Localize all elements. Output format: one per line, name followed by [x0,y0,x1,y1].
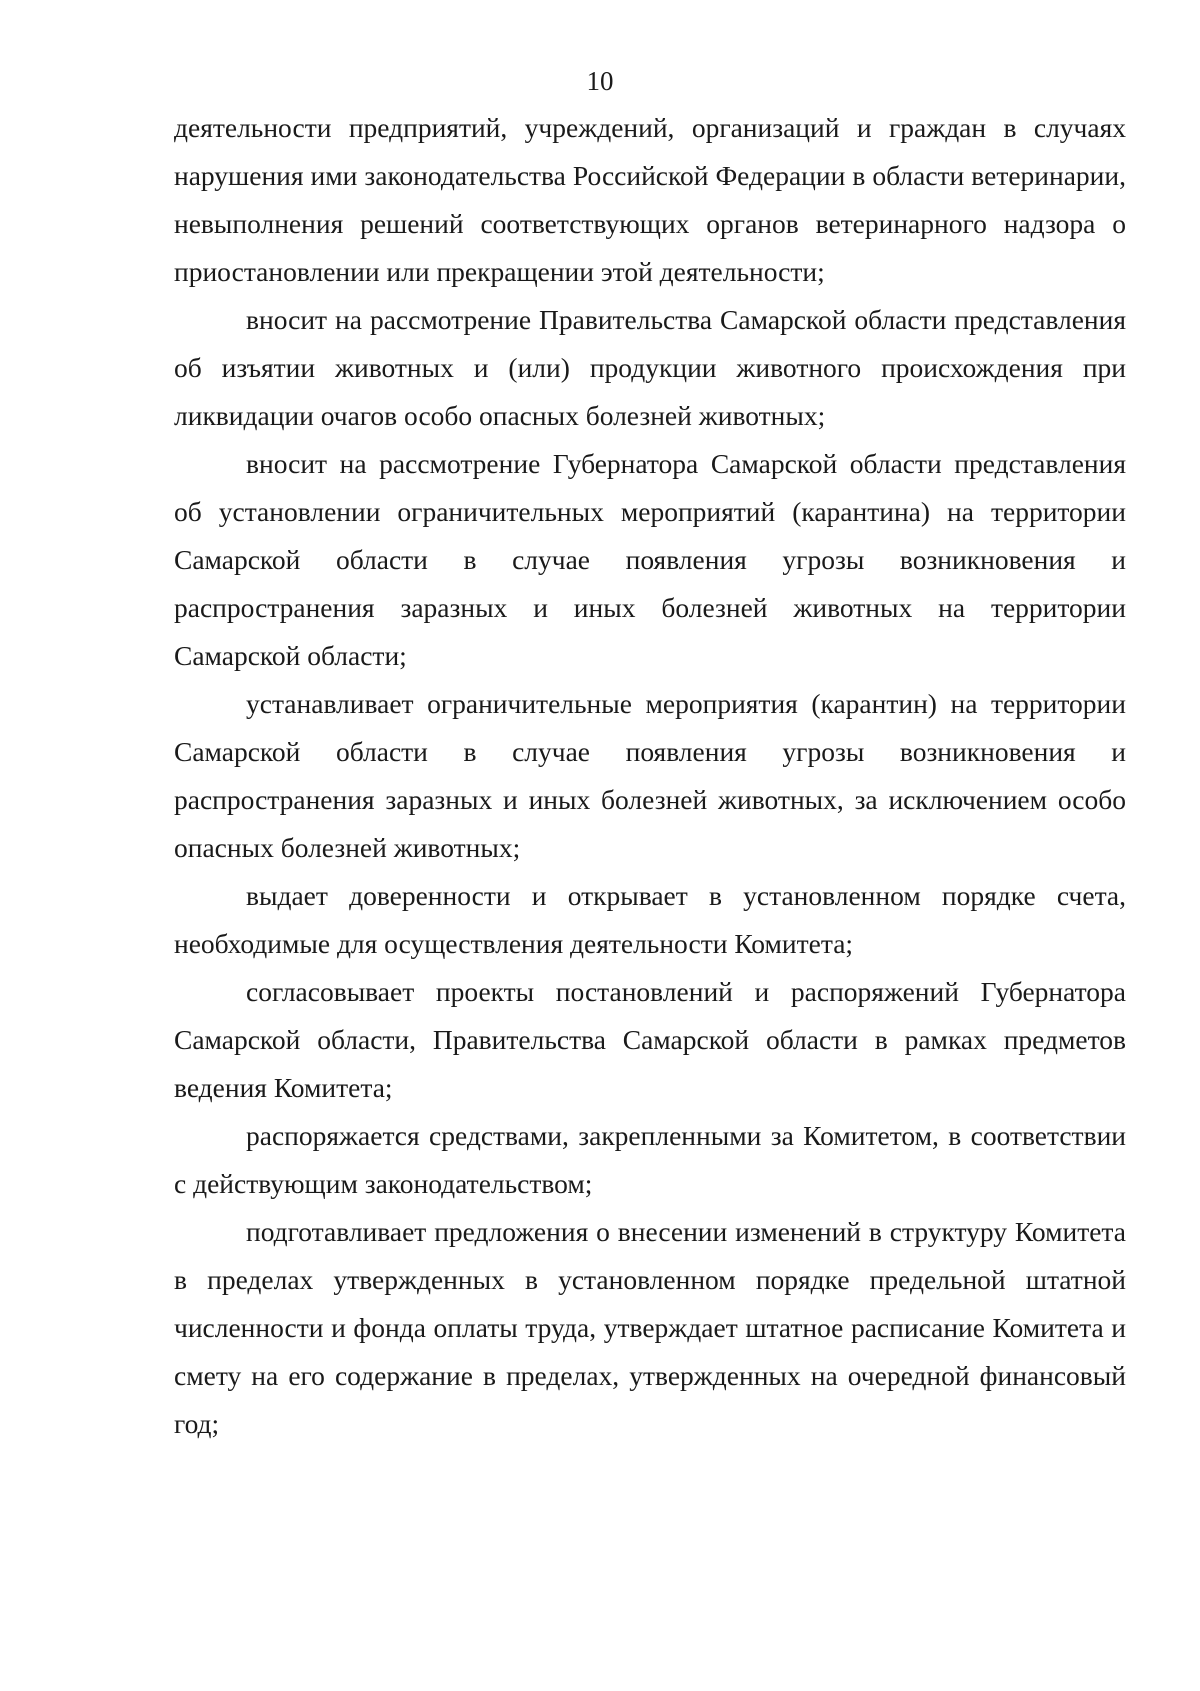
paragraph-1: деятельности предприятий, учреждений, организаций и граждан в случаях нарушения ими законодательства Российской Федерации в области ветеринарии, невыполнения решений соответствующих органов ветеринарного надзора о приостановлении или прекращении этой деятельности; [174,112,1126,287]
paragraph-7: распоряжается средствами, закрепленными за Комитетом, в соответствии с действующим законодательством; [174,1120,1126,1199]
paragraph-3: вносит на рассмотрение Губернатора Самарской области представления об установлении ограничительных мероприятий (карантина) на территории Самарской области в случае появления угрозы возникновения и распространения заразных и иных болезней животных на территории Самарской области; [174,448,1126,671]
page-number: 10 [586,66,614,96]
paragraph-6: согласовывает проекты постановлений и распоряжений Губернатора Самарской области, Правительства Самарской области в рамках предметов ведения Комитета; [174,976,1126,1103]
paragraph-8: подготавливает предложения о внесении изменений в структуру Комитета в пределах утвержденных в установленном порядке предельной штатной численности и фонда оплаты труда, утверждает штатное расписание Комитета и смету на его содержание в пределах, утвержденных на очередной финансовый год; [174,1216,1126,1439]
paragraph-4: устанавливает ограничительные мероприятия (карантин) на территории Самарской области в случае появления угрозы возникновения и распространения заразных и иных болезней животных, за исключением особо опасных болезней животных; [174,688,1126,863]
paragraph-5: выдает доверенности и открывает в установленном порядке счета, необходимые для осуществления деятельности Комитета; [174,880,1126,959]
paragraph-2: вносит на рассмотрение Правительства Самарской области представления об изъятии животных и (или) продукции животного происхождения при ликвидации очагов особо опасных болезней животных; [174,304,1126,431]
document-body [174,104,1126,1448]
